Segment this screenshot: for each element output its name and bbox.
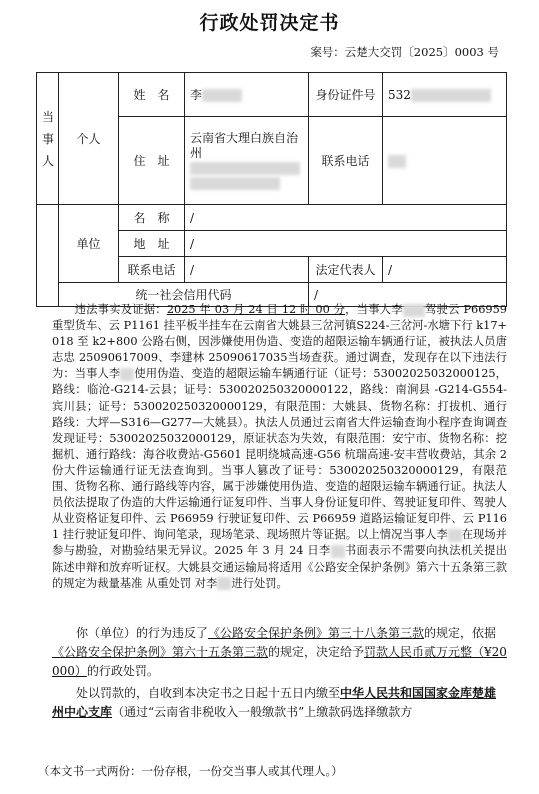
unit-phone-value: /	[185, 257, 309, 283]
redacted-name-4	[331, 545, 345, 558]
name-text: 李	[190, 88, 203, 102]
decision-t1: 你（单位）的行为违反了	[76, 626, 209, 640]
facts-p6: 进行处罚。	[231, 576, 288, 590]
facts-p4: 在现场并参与勘验，对勘验结果无异议。2025 年 3 月 24 日李	[52, 528, 507, 558]
decision-paragraph	[52, 624, 507, 681]
unit-name-value: /	[185, 205, 507, 231]
decision-t3: 的规定，决定给予	[268, 645, 365, 659]
redacted-name-5	[217, 577, 231, 590]
decision-law1: 《公路安全保护条例》第三十八条第三款	[208, 626, 425, 640]
party-section-label: 当事人	[37, 73, 59, 205]
unit-phone-label: 联系电话	[119, 257, 185, 283]
facts-lead: 违法事实及证据：	[74, 303, 167, 316]
facts-p5: 书面表示不需要向执法机关提出陈述申辩和放弃听证权。大姚县交通运输局将适用《公路安全保护条例》第六十五条第三款的规定为裁量基准 从重处罚 对李	[52, 544, 507, 590]
id-text: 532	[388, 87, 411, 102]
party-info-table	[36, 72, 507, 205]
redacted-address	[190, 162, 300, 175]
payment-t2: （通过“云南省非税收入一般缴款书”上缴款码选择缴款方	[112, 705, 413, 719]
facts-p1: ，当事人李	[345, 303, 403, 316]
decision-law2: 《公路安全保护条例》第六十五条第三款	[52, 645, 269, 659]
payment-paragraph	[52, 684, 507, 722]
redacted-address-2	[190, 177, 280, 190]
facts-date: 2025 年 03 月 24 日 12 时 00 分	[166, 303, 346, 316]
phone-value	[383, 117, 507, 205]
decision-t4: 的行政处罚。	[86, 664, 159, 678]
id-label: 身份证件号	[309, 73, 383, 117]
facts-p3: 使用伪造、变造的超限运输车辆通行证（证号：53002025032000125，路线：临沧-G214-云县；证号：530020250320000122，路线：南涧县 -G214-G554-宾川县；证号：530020250320000129，有限范围：大姚县、货物名称：打拔机、通行路线：大坪—S316—G277—大姚县）。执法人员通过云南省大件运输查询小程序查询调查发现证号：53002025032000129，原证状态为失效，有限范围：安宁市、货物名称：挖掘机、通行路线：海谷收费站-G5601 昆明绕城高速-G56 杭瑞高速-安丰营收费站，其余 2 份大件运输通行证无法查询到。当事人篡改了证号：530020250320000129，有限范围、货物名称、通行路线等内容，属于涉嫌使用伪造、变造的超限运输车辆通行证。执法人员依法提取了伪造的大件运输通行证复印件、当事人身份证复印件、驾驶证复印件、驾驶人从业资格证复印件、云 P66959 行驶证复印件、云 P66959 道路运输证复印件、云 P1161 挂行驶证复印件、询问笔录，现场笔录、现场照片等证据。以上情况当事人李	[52, 367, 507, 542]
address-label: 住 址	[119, 117, 185, 205]
facts-p2: 驾驶云 P66959 重型货车、云 P1161 挂平板半挂车在云南省大姚县三岔河镇S224-三岔河-水塘下行 k17+018 至 k2+800 公路右侧，因涉嫌使用伪造、变造的超限运输车辆通行证，被执法人员唐志忠 25090617009、李建林 25090617035当场查获。通过调查，发现存在以下违法行为：当事人李	[52, 303, 507, 381]
redacted-phone	[388, 155, 406, 168]
redacted-name-1	[403, 304, 425, 317]
document-footer-note: （本文书一式两份：一份存根，一份交当事人或其代理人。）	[38, 764, 343, 778]
address-text: 云南省大理白族自治州	[190, 130, 299, 160]
id-value	[383, 73, 507, 117]
decision-penalty: 罚款人民币贰万元整（¥20000）	[52, 645, 507, 678]
violation-facts	[52, 302, 507, 592]
legal-rep-value: /	[383, 257, 507, 283]
unit-address-value: /	[185, 231, 507, 257]
name-label: 姓 名	[119, 73, 185, 117]
payment-t1: 处以罚款的，自收到本决定书之日起十五日内缴至	[76, 686, 341, 700]
payment-bank: 中华人民共和国国家金库楚雄州中心支库	[52, 686, 497, 719]
unit-name-label: 名 称	[119, 205, 185, 231]
redacted-id	[411, 89, 491, 102]
redacted-name	[202, 89, 242, 102]
individual-label: 个人	[59, 73, 119, 205]
phone-label: 联系电话	[309, 117, 383, 205]
redacted-name-3	[448, 529, 462, 542]
document-title: 行政处罚决定书	[199, 12, 340, 34]
case-number: 案号：云楚大交罚〔2025〕0003 号	[310, 45, 499, 59]
credit-code-value: /	[309, 283, 507, 307]
unit-info-table	[36, 204, 507, 307]
facts-paragraph	[52, 302, 507, 592]
legal-rep-label: 法定代表人	[309, 257, 383, 283]
party-section-spacer	[37, 205, 59, 307]
credit-code-label: 统一社会信用代码	[59, 283, 309, 307]
name-value	[185, 73, 309, 117]
address-value	[185, 117, 309, 205]
unit-label: 单位	[59, 205, 119, 283]
decision-t2: 的规定，依据	[424, 626, 497, 640]
redacted-name-2	[120, 368, 134, 381]
unit-address-label: 地 址	[119, 231, 185, 257]
